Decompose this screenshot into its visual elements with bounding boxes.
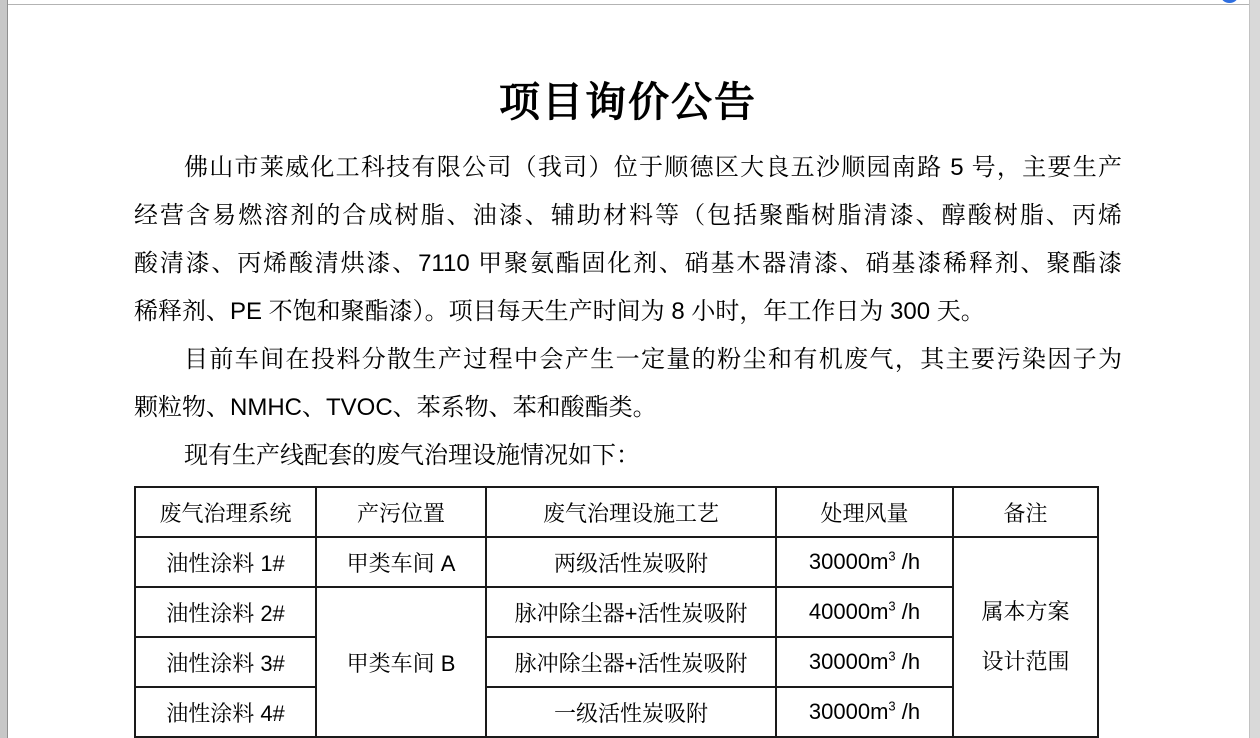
paragraph-3-line-1: 现有生产线配套的废气治理设施情况如下： — [184, 442, 640, 469]
table-row — [135, 537, 1098, 587]
cell-location-1: 甲类车间 A — [316, 537, 486, 587]
cell-process-3: 脉冲除尘器+活性炭吸附 — [486, 637, 776, 687]
cell-airflow-1 — [776, 537, 953, 587]
airflow-superscript: 3 — [888, 698, 896, 714]
table-header-row — [135, 487, 1098, 537]
waste-gas-table — [134, 486, 1099, 738]
cell-system-4: 油性涂料 4# — [135, 687, 316, 737]
floating-blue-badge-icon[interactable] — [1221, 0, 1238, 3]
cell-airflow-4 — [776, 687, 953, 737]
paragraph-1-line-1: 佛山市莱威化工科技有限公司（我司）位于顺德区大良五沙顺园南路 5 号，主要生产 — [184, 154, 1122, 181]
cell-system-3: 油性涂料 3# — [135, 637, 316, 687]
airflow-unit: /h — [895, 549, 921, 574]
paragraph-2-line-1: 目前车间在投料分散生产过程中会产生一定量的粉尘和有机废气，其主要污染因子为 — [184, 346, 1122, 373]
airflow-value: 30000m — [808, 649, 889, 674]
remark-line-2: 设计范围 — [981, 649, 1070, 674]
workspace-background — [0, 0, 8, 738]
remark-line-1: 属本方案 — [981, 599, 1070, 624]
cell-system-2: 油性涂料 2# — [135, 587, 316, 637]
airflow-value: 30000m — [808, 699, 889, 724]
cell-location-merged: 甲类车间 B — [316, 587, 486, 737]
paragraph-1-line-2: 经营含易燃溶剂的合成树脂、油漆、辅助材料等（包括聚酯树脂清漆、醇酸树脂、丙烯 — [134, 202, 1122, 229]
cell-process-2: 脉冲除尘器+活性炭吸附 — [486, 587, 776, 637]
cell-process-4: 一级活性炭吸附 — [486, 687, 776, 737]
airflow-superscript: 3 — [888, 648, 896, 664]
header-location: 产污位置 — [316, 487, 486, 537]
document-body — [134, 144, 1122, 480]
cell-system-1: 油性涂料 1# — [135, 537, 316, 587]
paragraph-2-line-2: 颗粒物、NMHC、TVOC、苯系物、苯和酸酯类。 — [134, 394, 657, 421]
header-airflow: 处理风量 — [776, 487, 953, 537]
header-process: 废气治理设施工艺 — [486, 487, 776, 537]
airflow-value: 30000m — [808, 549, 889, 574]
airflow-superscript: 3 — [888, 548, 896, 564]
airflow-unit: /h — [895, 599, 921, 624]
airflow-value: 40000m — [808, 599, 889, 624]
paragraph-1-line-3: 酸清漆、丙烯酸清烘漆、7110 甲聚氨酯固化剂、硝基木器清漆、硝基漆稀释剂、聚酯漆 — [134, 250, 1122, 277]
header-remark: 备注 — [953, 487, 1098, 537]
header-system: 废气治理系统 — [135, 487, 316, 537]
cell-airflow-3 — [776, 637, 953, 687]
page-title: 项目询价公告 — [499, 79, 757, 125]
airflow-unit: /h — [895, 699, 921, 724]
scrollbar-track[interactable] — [1249, 0, 1260, 738]
airflow-unit: /h — [895, 649, 921, 674]
cell-remark-merged — [953, 537, 1098, 737]
page-top-edge — [8, 4, 1249, 5]
cell-process-1: 两级活性炭吸附 — [486, 537, 776, 587]
cell-airflow-2 — [776, 587, 953, 637]
paragraph-1-line-4: 稀释剂、PE 不饱和聚酯漆）。项目每天生产时间为 8 小时，年工作日为 300 天。 — [134, 298, 985, 325]
airflow-superscript: 3 — [888, 598, 896, 614]
